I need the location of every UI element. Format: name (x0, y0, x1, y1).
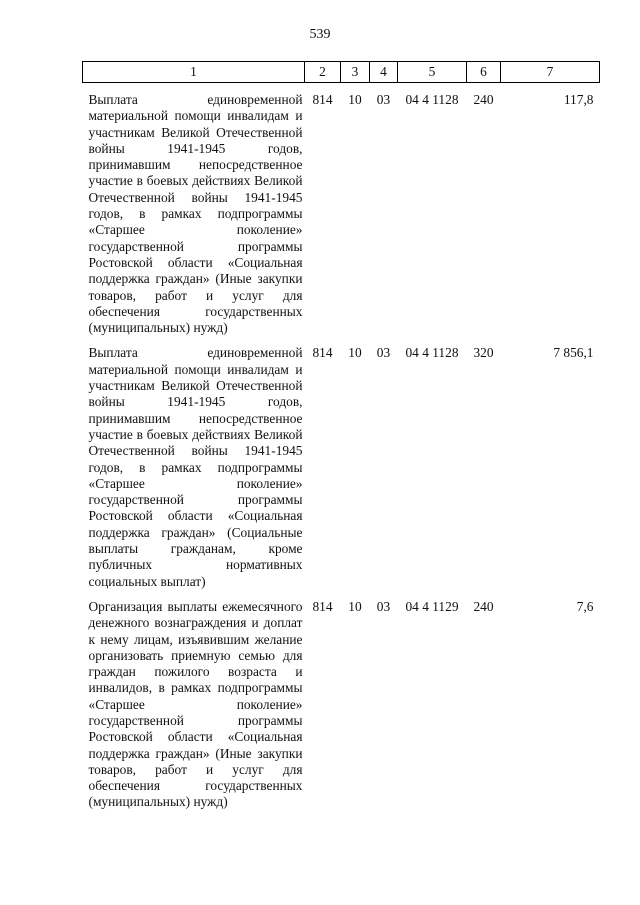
row-col-3: 10 (348, 345, 362, 361)
row-col-6: 240 (473, 92, 494, 107)
row-col-4: 03 (376, 345, 391, 361)
row-amount: 7 856,1 (553, 345, 594, 361)
header-col-2: 2 (305, 62, 341, 83)
row-col-4: 03 (376, 92, 391, 107)
row-col-5: 04 4 1128 (405, 92, 459, 107)
row-col-2: 814 (312, 92, 333, 107)
header-col-1: 1 (83, 62, 305, 83)
table-row (83, 345, 600, 589)
row-description: Выплата единовременной материальной помощи инвалидам и участникам Великой Отечественной войны 1941-1945 годов, принимавшим непосредственное участие в боевых действиях Великой Отечественной войны 1941-1945 годов, в рамках подпрограммы «Старшее поколение» государственной программы Ростовской области «Социальная поддержка граждан» (Социальные выплаты гражданам, кроме публичных нормативных социальных выплат) (88, 345, 303, 589)
row-description: Организация выплаты ежемесячного денежного вознаграждения и доплат к нему лицам, изъявившим желание организовать приемную семью для граждан пожилого возраста и инвалидов, в рамках подпрограммы «Старшее поколение» государственной программы Ростовской области «Социальная поддержка граждан» (Иные закупки товаров, работ и услуг для обеспечения государственных (муниципальных) нужд) (88, 598, 303, 810)
header-spacer (83, 83, 600, 93)
table-row (83, 92, 600, 336)
header-col-4: 4 (370, 62, 398, 83)
row-col-3: 10 (348, 92, 362, 107)
header-col-7: 7 (501, 62, 600, 83)
row-col-2: 814 (312, 345, 333, 361)
budget-table (82, 61, 600, 811)
header-col-6: 6 (467, 62, 501, 83)
page-number: 539 (309, 27, 331, 42)
row-amount: 117,8 (563, 92, 594, 107)
header-col-3: 3 (341, 62, 370, 83)
header-col-5: 5 (398, 62, 467, 83)
table-row (83, 599, 600, 811)
row-col-6: 240 (473, 598, 494, 614)
row-spacer (83, 336, 600, 345)
row-amount: 7,6 (576, 598, 594, 614)
row-spacer (83, 590, 600, 599)
row-col-5: 04 4 1128 (405, 345, 459, 361)
row-col-3: 10 (348, 598, 362, 614)
row-description: Выплата единовременной материальной помощи инвалидам и участникам Великой Отечественной войны 1941-1945 годов, принимавшим непосредственное участие в боевых действиях Великой Отечественной войны 1941-1945 годов, в рамках подпрограммы «Старшее поколение» государственной программы Ростовской области «Социальная поддержка граждан» (Иные закупки товаров, работ и услуг для обеспечения государственных (муниципальных) нужд) (88, 92, 303, 336)
row-col-2: 814 (312, 598, 333, 614)
row-col-5: 04 4 1129 (405, 598, 459, 614)
row-col-4: 03 (376, 598, 391, 614)
row-col-6: 320 (473, 345, 494, 361)
table-header-row (83, 62, 600, 83)
